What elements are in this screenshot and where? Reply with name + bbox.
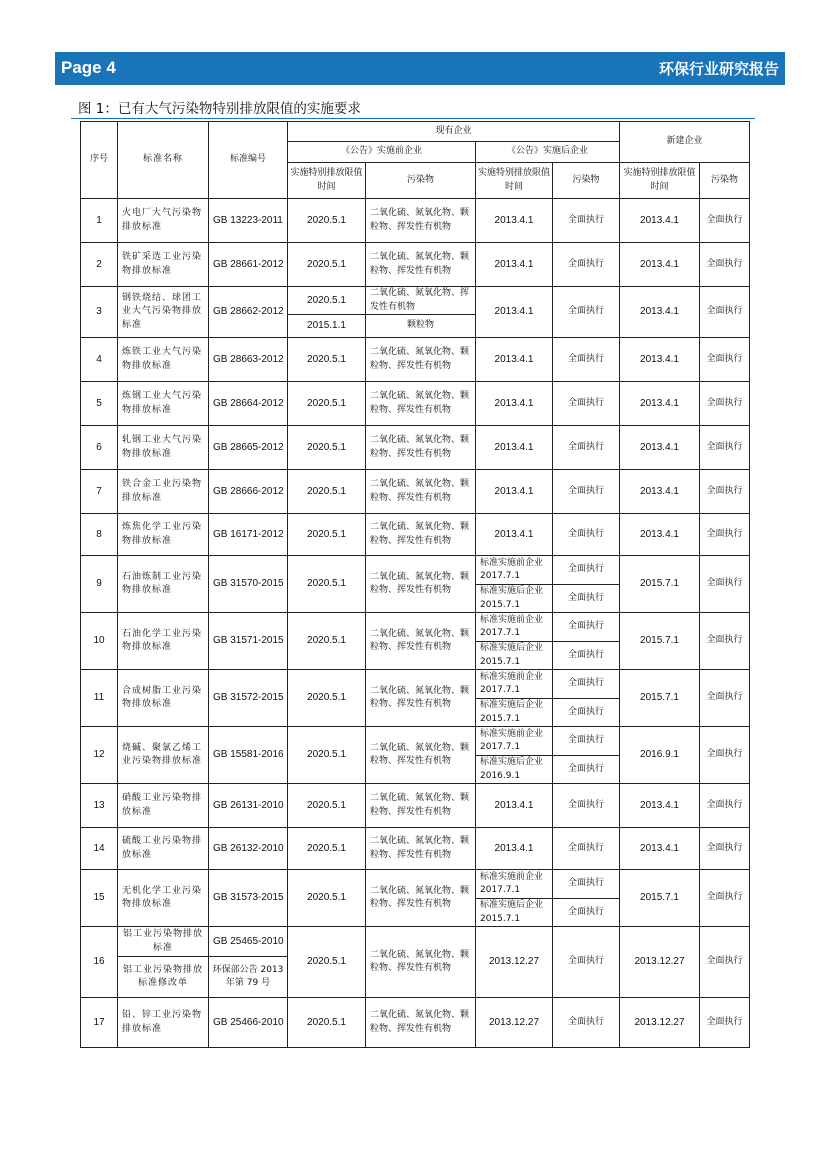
row-seq: 17 xyxy=(81,998,118,1048)
row-post-pollutants-a: 全面执行 xyxy=(553,727,620,756)
row-post-pollutants-b: 全面执行 xyxy=(553,642,620,670)
row-pre-time: 2020.5.1 xyxy=(288,514,366,556)
row-std-code: GB 28665-2012 xyxy=(209,426,288,470)
row-pre-time: 2020.5.1 xyxy=(288,613,366,670)
row-std-name: 铁合金工业污染物排放标准 xyxy=(118,470,209,514)
header-after-notice: 《公告》实施后企业 xyxy=(476,142,620,163)
header-impl-time: 实施特别排放限值时间 xyxy=(476,163,553,199)
row-new-time: 2013.4.1 xyxy=(620,382,700,426)
table-row xyxy=(81,727,750,756)
row-pre-pollutants: 二氧化硫、氮氧化物、挥发性有机物 xyxy=(366,287,476,315)
page-header-bar xyxy=(55,52,785,85)
row-post-pollutants: 全面执行 xyxy=(553,927,620,998)
row-post-pollutants: 全面执行 xyxy=(553,784,620,828)
row-post-time: 2013.4.1 xyxy=(476,199,553,243)
row-pre-time: 2020.5.1 xyxy=(288,927,366,998)
report-title: 环保行业研究报告 xyxy=(658,60,779,78)
table-row xyxy=(81,556,750,585)
row-new-pollutants: 全面执行 xyxy=(700,514,750,556)
table-row xyxy=(81,870,750,899)
row-new-pollutants: 全面执行 xyxy=(700,470,750,514)
row-std-name: 火电厂大气污染物排放标准 xyxy=(118,199,209,243)
row-std-code-2: 环保部公告 2013 年第 79 号 xyxy=(209,957,288,998)
row-pre-time: 2020.5.1 xyxy=(288,382,366,426)
row-post-pollutants: 全面执行 xyxy=(553,287,620,338)
row-seq: 3 xyxy=(81,287,118,338)
row-pre-pollutants: 二氧化硫、氮氧化物、颗粒物、挥发性有机物 xyxy=(366,828,476,870)
row-std-code: GB 16171-2012 xyxy=(209,514,288,556)
row-seq: 9 xyxy=(81,556,118,613)
row-new-pollutants: 全面执行 xyxy=(700,927,750,998)
row-std-code: GB 25466-2010 xyxy=(209,998,288,1048)
row-std-name: 石油化学工业污染物排放标准 xyxy=(118,613,209,670)
row-post-pollutants-b: 全面执行 xyxy=(553,699,620,727)
row-post-time: 2013.12.27 xyxy=(476,927,553,998)
row-std-code: GB 31572-2015 xyxy=(209,670,288,727)
row-post-pollutants-a: 全面执行 xyxy=(553,870,620,899)
row-post-time-a: 标准实施前企业 2017.7.1 xyxy=(476,727,553,756)
row-pre-pollutants: 二氧化硫、氮氧化物、颗粒物、挥发性有机物 xyxy=(366,927,476,998)
row-post-time: 2013.4.1 xyxy=(476,338,553,382)
row-pre-pollutants-2: 颗粒物 xyxy=(366,315,476,338)
row-new-time: 2013.4.1 xyxy=(620,426,700,470)
row-new-pollutants: 全面执行 xyxy=(700,199,750,243)
row-new-time: 2015.7.1 xyxy=(620,613,700,670)
row-seq: 5 xyxy=(81,382,118,426)
row-post-pollutants-b: 全面执行 xyxy=(553,756,620,784)
row-pre-time: 2020.5.1 xyxy=(288,287,366,315)
header-new: 新建企业 xyxy=(620,122,750,163)
row-std-code: GB 26131-2010 xyxy=(209,784,288,828)
row-std-code: GB 28661-2012 xyxy=(209,243,288,287)
row-std-name: 硝酸工业污染物排放标准 xyxy=(118,784,209,828)
row-new-pollutants: 全面执行 xyxy=(700,784,750,828)
row-new-time: 2013.4.1 xyxy=(620,338,700,382)
row-new-pollutants: 全面执行 xyxy=(700,338,750,382)
row-seq: 14 xyxy=(81,828,118,870)
row-pre-time: 2020.5.1 xyxy=(288,199,366,243)
row-new-time: 2013.4.1 xyxy=(620,470,700,514)
row-pre-pollutants: 二氧化硫、氮氧化物、颗粒物、挥发性有机物 xyxy=(366,784,476,828)
row-std-code: GB 28662-2012 xyxy=(209,287,288,338)
row-pre-time: 2020.5.1 xyxy=(288,727,366,784)
row-new-time: 2013.4.1 xyxy=(620,784,700,828)
row-post-pollutants: 全面执行 xyxy=(553,828,620,870)
header-impl-time: 实施特别排放限值时间 xyxy=(620,163,700,199)
table-row xyxy=(81,338,750,382)
row-seq: 12 xyxy=(81,727,118,784)
row-std-name: 石油炼制工业污染物排放标准 xyxy=(118,556,209,613)
row-seq: 7 xyxy=(81,470,118,514)
table-row xyxy=(81,784,750,828)
row-new-pollutants: 全面执行 xyxy=(700,828,750,870)
row-post-pollutants: 全面执行 xyxy=(553,514,620,556)
table-row xyxy=(81,243,750,287)
header-std-code: 标准编号 xyxy=(209,122,288,199)
row-std-code: GB 28664-2012 xyxy=(209,382,288,426)
row-pre-pollutants: 二氧化硫、氮氧化物、颗粒物、挥发性有机物 xyxy=(366,382,476,426)
row-post-time-b: 标准实施后企业 2015.7.1 xyxy=(476,899,553,927)
row-std-code: GB 26132-2010 xyxy=(209,828,288,870)
row-new-pollutants: 全面执行 xyxy=(700,382,750,426)
row-std-code: GB 31573-2015 xyxy=(209,870,288,927)
row-post-pollutants: 全面执行 xyxy=(553,382,620,426)
row-new-pollutants: 全面执行 xyxy=(700,727,750,784)
row-seq: 16 xyxy=(81,927,118,998)
row-post-time-a: 标准实施前企业 2017.7.1 xyxy=(476,870,553,899)
row-pre-pollutants: 二氧化硫、氮氧化物、颗粒物、挥发性有机物 xyxy=(366,470,476,514)
row-std-code: GB 28663-2012 xyxy=(209,338,288,382)
row-new-pollutants: 全面执行 xyxy=(700,426,750,470)
row-new-pollutants: 全面执行 xyxy=(700,870,750,927)
row-post-pollutants: 全面执行 xyxy=(553,338,620,382)
table-row xyxy=(81,927,750,957)
header-impl-time: 实施特别排放限值时间 xyxy=(288,163,366,199)
row-pre-pollutants: 二氧化硫、氮氧化物、颗粒物、挥发性有机物 xyxy=(366,727,476,784)
row-new-pollutants: 全面执行 xyxy=(700,670,750,727)
header-pollutants: 污染物 xyxy=(700,163,750,199)
row-std-name: 铝工业污染物排放标准 xyxy=(118,927,209,957)
row-post-pollutants: 全面执行 xyxy=(553,426,620,470)
row-std-code: GB 31571-2015 xyxy=(209,613,288,670)
row-seq: 1 xyxy=(81,199,118,243)
header-std-name: 标准名称 xyxy=(118,122,209,199)
figure-caption: 图 1：已有大气污染物特别排放限值的实施要求 xyxy=(78,101,361,117)
row-post-pollutants: 全面执行 xyxy=(553,243,620,287)
row-new-pollutants: 全面执行 xyxy=(700,287,750,338)
row-pre-time: 2020.5.1 xyxy=(288,470,366,514)
row-seq: 10 xyxy=(81,613,118,670)
page-number: Page 4 xyxy=(61,58,116,77)
row-std-name: 钢铁烧结、球团工业大气污染物排放标准 xyxy=(118,287,209,338)
row-std-name: 炼焦化学工业污染物排放标准 xyxy=(118,514,209,556)
row-new-time: 2015.7.1 xyxy=(620,556,700,613)
row-pre-pollutants: 二氧化硫、氮氧化物、颗粒物、挥发性有机物 xyxy=(366,426,476,470)
row-std-code: GB 28666-2012 xyxy=(209,470,288,514)
row-std-name: 炼铁工业大气污染物排放标准 xyxy=(118,338,209,382)
table-row xyxy=(81,514,750,556)
row-post-pollutants: 全面执行 xyxy=(553,998,620,1048)
row-new-time: 2016.9.1 xyxy=(620,727,700,784)
row-new-time: 2013.4.1 xyxy=(620,199,700,243)
row-post-time: 2013.4.1 xyxy=(476,382,553,426)
row-new-time: 2013.4.1 xyxy=(620,243,700,287)
row-pre-time: 2020.5.1 xyxy=(288,338,366,382)
row-post-time-a: 标准实施前企业 2017.7.1 xyxy=(476,670,553,699)
row-post-time: 2013.4.1 xyxy=(476,514,553,556)
row-post-time: 2013.4.1 xyxy=(476,243,553,287)
row-post-time: 2013.12.27 xyxy=(476,998,553,1048)
row-std-code: GB 15581-2016 xyxy=(209,727,288,784)
row-post-pollutants-a: 全面执行 xyxy=(553,670,620,699)
row-new-pollutants: 全面执行 xyxy=(700,556,750,613)
row-seq: 11 xyxy=(81,670,118,727)
row-post-pollutants-b: 全面执行 xyxy=(553,899,620,927)
row-pre-time: 2020.5.1 xyxy=(288,426,366,470)
row-pre-time: 2020.5.1 xyxy=(288,243,366,287)
row-std-name: 铅、锌工业污染物排放标准 xyxy=(118,998,209,1048)
row-pre-pollutants: 二氧化硫、氮氧化物、颗粒物、挥发性有机物 xyxy=(366,243,476,287)
header-before-notice: 《公告》实施前企业 xyxy=(288,142,476,163)
row-std-code: GB 31570-2015 xyxy=(209,556,288,613)
row-pre-pollutants: 二氧化硫、氮氧化物、颗粒物、挥发性有机物 xyxy=(366,613,476,670)
row-new-pollutants: 全面执行 xyxy=(700,998,750,1048)
row-post-time-b: 标准实施后企业 2015.7.1 xyxy=(476,642,553,670)
row-std-name: 炼钢工业大气污染物排放标准 xyxy=(118,382,209,426)
row-post-pollutants-a: 全面执行 xyxy=(553,613,620,642)
row-post-time-a: 标准实施前企业 2017.7.1 xyxy=(476,613,553,642)
row-seq: 8 xyxy=(81,514,118,556)
row-new-time: 2013.12.27 xyxy=(620,998,700,1048)
row-seq: 15 xyxy=(81,870,118,927)
row-std-name: 硫酸工业污染物排放标准 xyxy=(118,828,209,870)
row-std-code: GB 25465-2010 xyxy=(209,927,288,957)
row-std-code: GB 13223-2011 xyxy=(209,199,288,243)
row-post-time-b: 标准实施后企业 2016.9.1 xyxy=(476,756,553,784)
header-seq: 序号 xyxy=(81,122,118,199)
row-new-time: 2013.4.1 xyxy=(620,514,700,556)
row-pre-pollutants: 二氧化硫、氮氧化物、颗粒物、挥发性有机物 xyxy=(366,998,476,1048)
table-row xyxy=(81,998,750,1048)
row-pre-time-2: 2015.1.1 xyxy=(288,315,366,338)
row-std-name: 合成树脂工业污染物排放标准 xyxy=(118,670,209,727)
row-new-time: 2013.4.1 xyxy=(620,828,700,870)
row-pre-time: 2020.5.1 xyxy=(288,828,366,870)
row-post-time: 2013.4.1 xyxy=(476,426,553,470)
row-post-time-a: 标准实施前企业 2017.7.1 xyxy=(476,556,553,585)
row-seq: 4 xyxy=(81,338,118,382)
row-pre-pollutants: 二氧化硫、氮氧化物、颗粒物、挥发性有机物 xyxy=(366,870,476,927)
row-pre-time: 2020.5.1 xyxy=(288,870,366,927)
header-pollutants: 污染物 xyxy=(366,163,476,199)
row-new-time: 2015.7.1 xyxy=(620,670,700,727)
row-pre-pollutants: 二氧化硫、氮氧化物、颗粒物、挥发性有机物 xyxy=(366,514,476,556)
row-std-name: 烧碱、聚氯乙烯工业污染物排放标准 xyxy=(118,727,209,784)
row-std-name-2: 铝工业污染物排放标准修改单 xyxy=(118,957,209,998)
row-new-time: 2013.4.1 xyxy=(620,287,700,338)
row-post-time: 2013.4.1 xyxy=(476,287,553,338)
row-pre-time: 2020.5.1 xyxy=(288,784,366,828)
row-pre-time: 2020.5.1 xyxy=(288,556,366,613)
caption-divider xyxy=(71,118,755,119)
standards-table xyxy=(80,121,750,1048)
row-pre-time: 2020.5.1 xyxy=(288,670,366,727)
row-post-time: 2013.4.1 xyxy=(476,470,553,514)
row-post-time-b: 标准实施后企业 2015.7.1 xyxy=(476,585,553,613)
row-pre-pollutants: 二氧化硫、氮氧化物、颗粒物、挥发性有机物 xyxy=(366,556,476,613)
row-pre-pollutants: 二氧化硫、氮氧化物、颗粒物、挥发性有机物 xyxy=(366,670,476,727)
table-row xyxy=(81,382,750,426)
row-new-pollutants: 全面执行 xyxy=(700,613,750,670)
row-post-pollutants: 全面执行 xyxy=(553,470,620,514)
row-post-pollutants-a: 全面执行 xyxy=(553,556,620,585)
row-post-pollutants-b: 全面执行 xyxy=(553,585,620,613)
row-pre-time: 2020.5.1 xyxy=(288,998,366,1048)
row-seq: 2 xyxy=(81,243,118,287)
table-row xyxy=(81,670,750,699)
header-existing: 现有企业 xyxy=(288,122,620,142)
row-seq: 13 xyxy=(81,784,118,828)
row-pre-pollutants: 二氧化硫、氮氧化物、颗粒物、挥发性有机物 xyxy=(366,338,476,382)
row-new-pollutants: 全面执行 xyxy=(700,243,750,287)
row-pre-pollutants: 二氧化硫、氮氧化物、颗粒物、挥发性有机物 xyxy=(366,199,476,243)
row-std-name: 轧钢工业大气污染物排放标准 xyxy=(118,426,209,470)
row-post-pollutants: 全面执行 xyxy=(553,199,620,243)
table-row xyxy=(81,287,750,315)
row-std-name: 铁矿采选工业污染物排放标准 xyxy=(118,243,209,287)
table-row xyxy=(81,426,750,470)
table-row xyxy=(81,470,750,514)
row-post-time: 2013.4.1 xyxy=(476,828,553,870)
row-std-name: 无机化学工业污染物排放标准 xyxy=(118,870,209,927)
row-new-time: 2013.12.27 xyxy=(620,927,700,998)
row-new-time: 2015.7.1 xyxy=(620,870,700,927)
row-seq: 6 xyxy=(81,426,118,470)
table-row xyxy=(81,828,750,870)
table-row xyxy=(81,613,750,642)
row-post-time: 2013.4.1 xyxy=(476,784,553,828)
header-pollutants: 污染物 xyxy=(553,163,620,199)
row-post-time-b: 标准实施后企业 2015.7.1 xyxy=(476,699,553,727)
table-row xyxy=(81,199,750,243)
